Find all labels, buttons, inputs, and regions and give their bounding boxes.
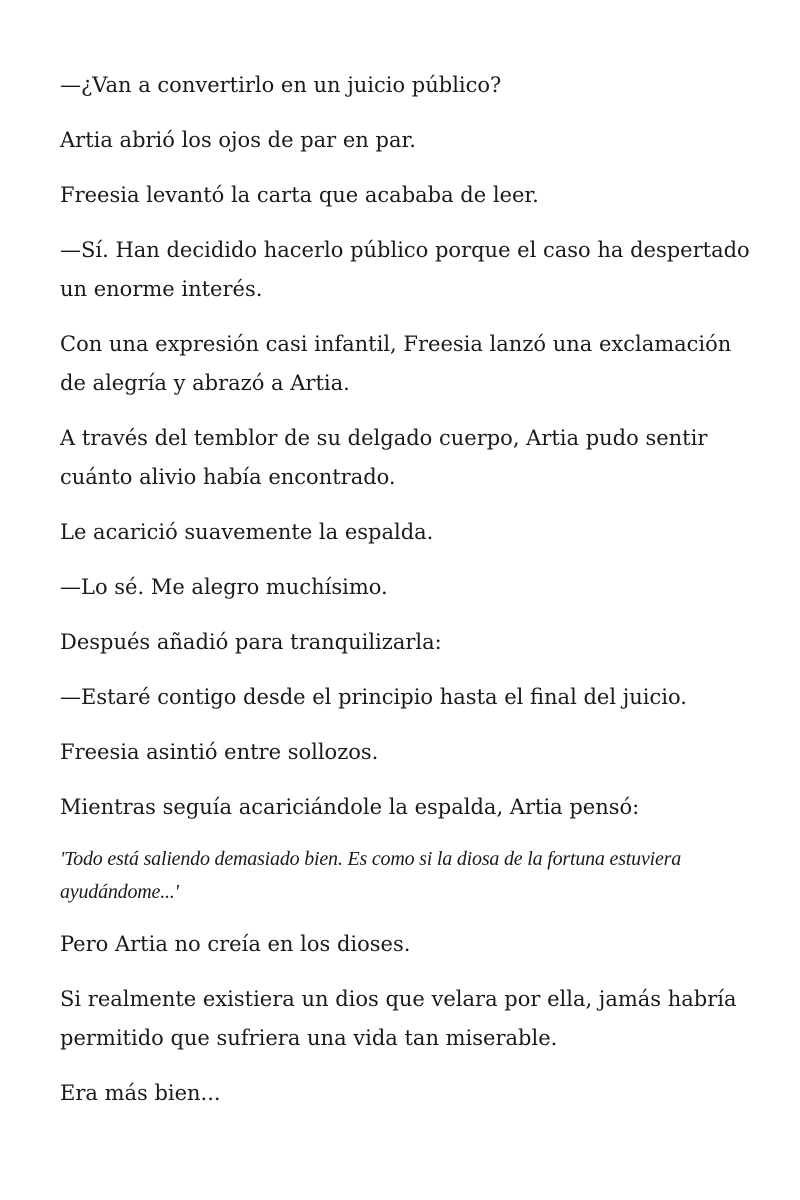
paragraph: —¿Van a convertirlo en un juicio público?	[60, 73, 502, 97]
inner-thought-paragraph: 'Todo está saliendo demasiado bien. Es como si la diosa de la fortuna estuviera ayudándome...'	[60, 848, 682, 903]
paragraph: Con una expresión casi infantil, Freesia lanzó una exclamación de alegría y abrazó a Artia.	[60, 332, 732, 395]
paragraph: Si realmente existiera un dios que velara por ella, jamás habría permitido que sufriera una vida tan miserable.	[60, 987, 737, 1050]
paragraph: Le acarició suavemente la espalda.	[60, 520, 434, 544]
paragraph: Artia abrió los ojos de par en par.	[60, 128, 416, 152]
paragraph: —Estaré contigo desde el principio hasta el final del juicio.	[60, 685, 687, 709]
paragraph: Era más bien...	[60, 1081, 221, 1105]
paragraph: Después añadió para tranquilizarla:	[60, 630, 442, 654]
paragraph: A través del temblor de su delgado cuerpo, Artia pudo sentir cuánto alivio había encontrado.	[60, 426, 708, 489]
paragraph: —Sí. Han decidido hacerlo público porque el caso ha despertado un enorme interés.	[60, 238, 750, 301]
paragraph: Freesia asintió entre sollozos.	[60, 740, 379, 764]
paragraph: Mientras seguía acariciándole la espalda, Artia pensó:	[60, 795, 640, 819]
paragraph: —Lo sé. Me alegro muchísimo.	[60, 575, 388, 599]
paragraph: Freesia levantó la carta que acababa de leer.	[60, 183, 539, 207]
document-body	[60, 66, 760, 1129]
paragraph: Pero Artia no creía en los dioses.	[60, 932, 411, 956]
